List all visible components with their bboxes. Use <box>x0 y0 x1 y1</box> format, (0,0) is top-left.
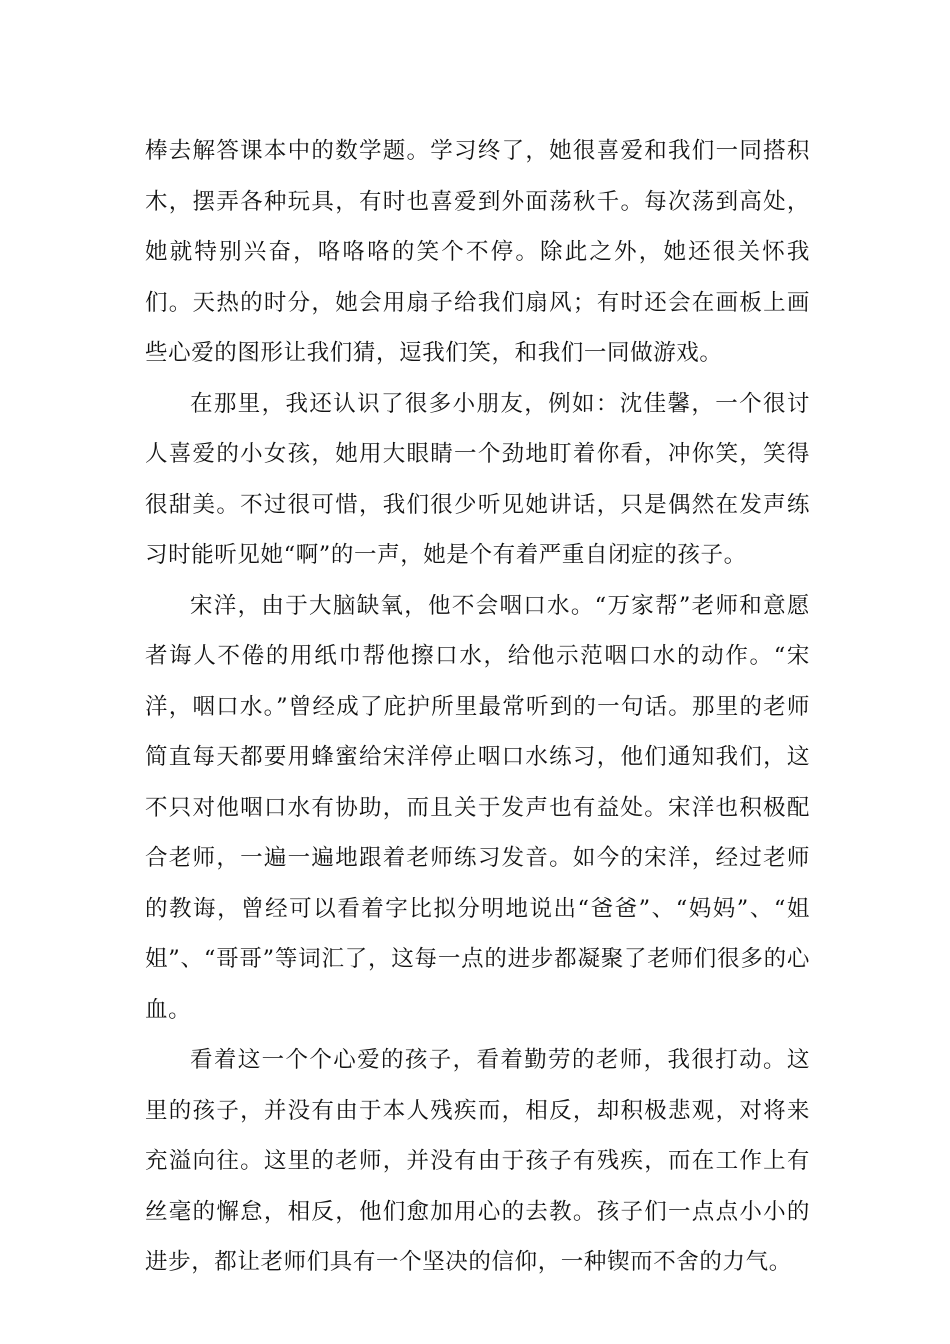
paragraph-2: 在那里，我还认识了很多小朋友，例如：沈佳馨，一个很讨人喜爱的小女孩，她用大眼睛一个劲地盯着你看，冲你笑，笑得很甜美。不过很可惜，我们很少听见她讲话，只是偶然在发声练习时能听见她“啊”的一声，她是个有着严重自闭症的孩子。 <box>145 390 810 568</box>
paragraph-3: 宋洋，由于大脑缺氧，他不会咽口水。“万家帮”老师和意愿者诲人不倦的用纸巾帮他擦口水，给他示范咽口水的动作。“宋洋，咽口水。”曾经成了庇护所里最常听到的一句话。那里的老师简直每天都要用蜂蜜给宋洋停止咽口水练习，他们通知我们，这不只对他咽口水有协助，而且关于发声也有益处。宋洋也积极配合老师，一遍一遍地跟着老师练习发音。如今的宋洋，经过老师的教诲，曾经可以看着字比拟分明地说出“爸爸”、“妈妈”、“姐姐”、“哥哥”等词汇了，这每一点的进步都凝聚了老师们很多的心血。 <box>145 592 810 1023</box>
document-body <box>145 126 810 1288</box>
paragraph-1: 棒去解答课本中的数学题。学习终了，她很喜爱和我们一同搭积木，摆弄各种玩具，有时也喜爱到外面荡秋千。每次荡到高处，她就特别兴奋，咯咯咯的笑个不停。除此之外，她还很关怀我们。天热的时分，她会用扇子给我们扇风；有时还会在画板上画些心爱的图形让我们猜，逗我们笑，和我们一同做游戏。 <box>145 138 810 366</box>
paragraph-4: 看着这一个个心爱的孩子，看着勤劳的老师，我很打动。这里的孩子，并没有由于本人残疾而，相反，却积极悲观，对将来充溢向往。这里的老师，并没有由于孩子有残疾，而在工作上有丝毫的懈怠，相反，他们愈加用心的去教。孩子们一点点小小的进步，都让老师们具有一个坚决的信仰，一种锲而不舍的力气。 <box>145 1047 810 1275</box>
